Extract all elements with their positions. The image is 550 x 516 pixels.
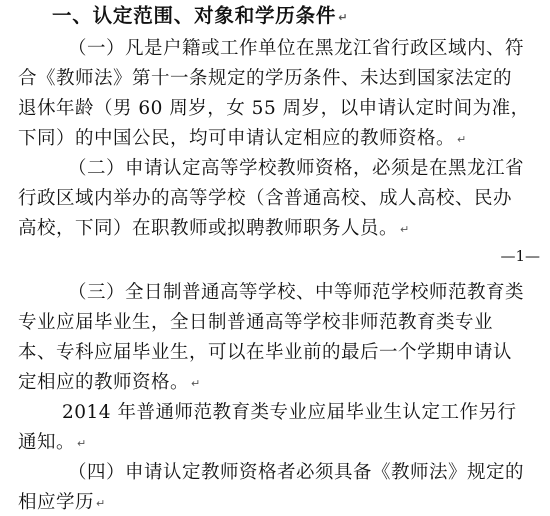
paragraph-mark: ↵: [77, 437, 87, 450]
section2-line-3: [18, 217, 410, 242]
section4-line-2: [18, 491, 106, 516]
section1-line-4-text: 下同）的中国公民，均可申请认定相应的教师资格。: [18, 128, 456, 149]
paragraph-mark: ↵: [96, 497, 106, 510]
section3-line-2: 专业应届毕业生，全日制普通高等学校非师范教育类专业: [18, 312, 494, 333]
section1-line-1: （一）凡是户籍或工作单位在黑龙江省行政区域内、符: [68, 38, 525, 59]
heading-text: 一、认定范围、对象和学历条件: [52, 4, 337, 27]
paragraph-mark: ↵: [338, 11, 349, 24]
section4-line-1: （四）申请认定教师资格者必须具备《教师法》规定的: [68, 462, 525, 483]
section1-line-2: 合《教师法》第十一条规定的学历条件、未达到国家法定的: [18, 68, 513, 89]
section3-line-1: （三）全日制普通高等学校、中等师范学校师范教育类: [68, 282, 525, 303]
paragraph-mark: ↵: [191, 377, 201, 390]
paragraph-mark: ↵: [457, 133, 467, 146]
paragraph-mark: ↵: [400, 223, 410, 236]
section2-line-2: 行政区域内举办的高等学校（含普通高校、成人高校、民办: [18, 188, 513, 209]
section3-line-4: [18, 371, 201, 396]
section4-line-2-text: 相应学历: [18, 492, 95, 513]
section1-line-4: [18, 127, 467, 152]
note-line-2-text: 通知。: [18, 432, 76, 453]
section2-line-1: （二）申请认定高等学校教师资格，必须是在黑龙江省: [68, 158, 525, 179]
section3-line-4-text: 定相应的教师资格。: [18, 372, 190, 393]
page-number: —1—: [500, 247, 540, 265]
note-line-1: 2014 年普通师范教育类专业应届毕业生认定工作另行: [62, 402, 517, 423]
section-heading: [52, 4, 348, 30]
section3-line-3: 本、专科应届毕业生，可以在毕业前的最后一个学期申请认: [18, 342, 513, 363]
section2-line-3-text: 高校，下同）在职教师或拟聘教师职务人员。: [18, 218, 399, 239]
section1-line-3: 退休年龄（男 60 周岁，女 55 周岁，以申请认定时间为准，: [18, 98, 530, 119]
page-break: [0, 270, 550, 271]
note-line-2: [18, 431, 87, 456]
